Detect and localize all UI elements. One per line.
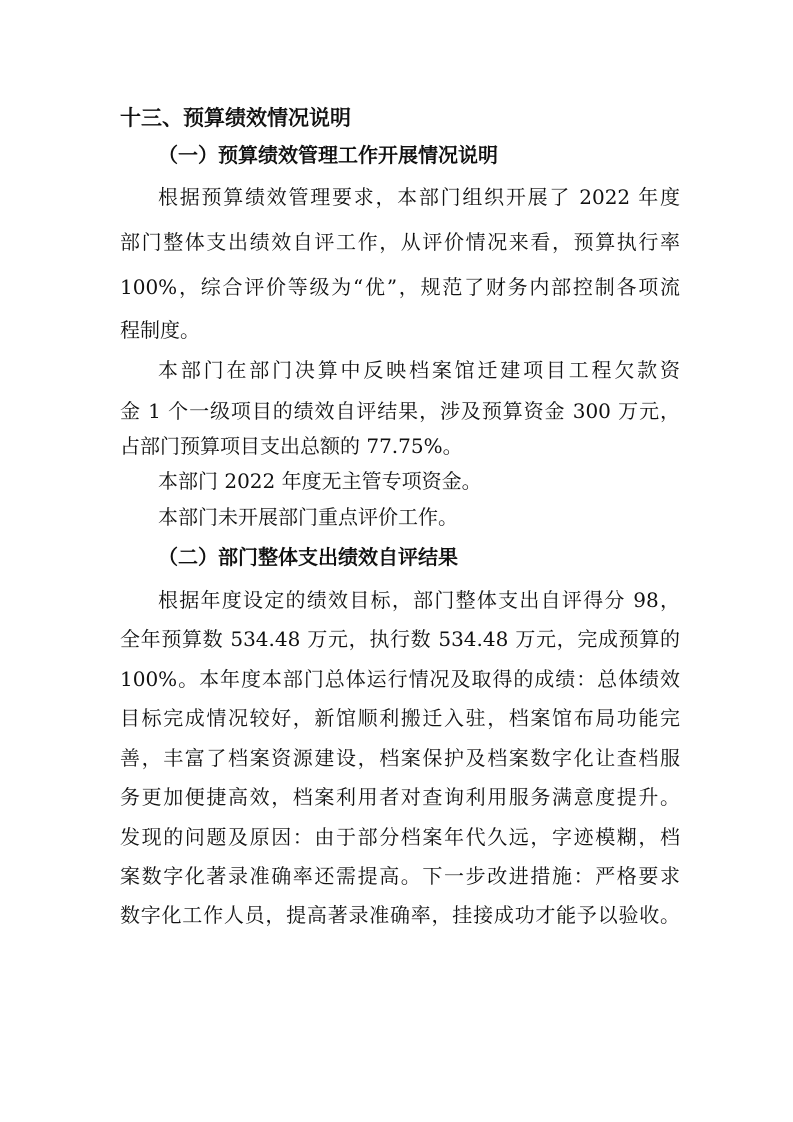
section-heading: 十三、预算绩效情况说明 bbox=[120, 106, 351, 130]
paragraph-line: 善，丰富了档案资源建设，档案保护及档案数字化让查档服 bbox=[120, 746, 680, 770]
paragraph-line: 数字化工作人员，提高著录准确率，挂接成功才能予以验收。 bbox=[120, 903, 680, 927]
paragraph-line: 务更加便捷高效，档案利用者对查询利用服务满意度提升。 bbox=[120, 785, 680, 809]
paragraph-line: 部门整体支出绩效自评工作，从评价情况来看，预算执行率 bbox=[120, 230, 680, 254]
paragraph-line: 根据预算绩效管理要求，本部门组织开展了 2022 年度 bbox=[158, 185, 680, 209]
paragraph-line: 本部门在部门决算中反映档案馆迁建项目工程欠款资 bbox=[158, 358, 680, 382]
paragraph-line: 100%。本年度本部门总体运行情况及取得的成绩：总体绩效 bbox=[120, 667, 680, 691]
paragraph-line: 全年预算数 534.48 万元，执行数 534.48 万元，完成预算的 bbox=[120, 627, 680, 651]
paragraph-line: 占部门预算项目支出总额的 77.75%。 bbox=[120, 434, 463, 458]
paragraph-line: 本部门 2022 年度无主管专项资金。 bbox=[158, 469, 482, 493]
paragraph-line: 目标完成情况较好，新馆顺利搬迁入驻，档案馆布局功能完 bbox=[120, 706, 680, 730]
paragraph-line: 案数字化著录准确率还需提高。下一步改进措施：严格要求 bbox=[120, 864, 680, 888]
subsection-title-1: （一）预算绩效管理工作开展情况说明 bbox=[158, 143, 498, 167]
paragraph-line: 程制度。 bbox=[120, 318, 200, 342]
paragraph-line: 发现的问题及原因：由于部分档案年代久远，字迹模糊，档 bbox=[120, 825, 680, 849]
paragraph-line: 金 1 个一级项目的绩效自评结果，涉及预算资金 300 万元， bbox=[120, 399, 680, 423]
paragraph-line: 根据年度设定的绩效目标，部门整体支出自评得分 98， bbox=[158, 588, 680, 612]
paragraph-line: 本部门未开展部门重点评价工作。 bbox=[158, 505, 458, 529]
subsection-title-2: （二）部门整体支出绩效自评结果 bbox=[158, 545, 458, 569]
paragraph-line: 100%，综合评价等级为“优”，规范了财务内部控制各项流 bbox=[120, 275, 680, 299]
